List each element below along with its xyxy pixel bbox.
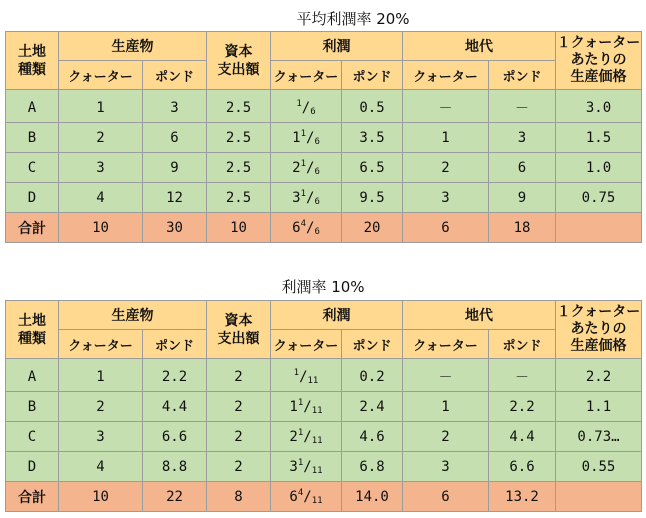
rent-table-20 bbox=[5, 31, 642, 243]
fraction-numerator: 1 bbox=[297, 397, 304, 408]
header-rent: 地代 bbox=[403, 32, 556, 61]
cell-rent-pound: － bbox=[489, 90, 556, 123]
total-row bbox=[6, 213, 642, 243]
header-price-per-quarter: １クォーター あたりの 生産価格 bbox=[556, 301, 642, 359]
table-body bbox=[6, 32, 642, 243]
table-row bbox=[6, 153, 642, 183]
cell-total-label: 合計 bbox=[6, 213, 59, 243]
cell-total-capital: 10 bbox=[207, 213, 271, 243]
cell-profit-quarter bbox=[271, 183, 342, 213]
fraction-denominator: 11 bbox=[311, 435, 323, 446]
cell-price: 0.55 bbox=[556, 452, 642, 482]
cell-land-type: A bbox=[6, 90, 59, 123]
fraction: $^1/_{11}$ bbox=[293, 367, 319, 386]
cell-product-quarter: 4 bbox=[59, 452, 143, 482]
header-row bbox=[6, 301, 642, 330]
subheader-profit-pound: ポンド bbox=[342, 61, 403, 90]
cell-land-type: C bbox=[6, 422, 59, 452]
subheader-row bbox=[6, 330, 642, 359]
table-row bbox=[6, 183, 642, 213]
subheader-rent-pound: ポンド bbox=[489, 330, 556, 359]
fraction-denominator: 6 bbox=[314, 196, 320, 207]
subheader-product-quarter: クォーター bbox=[59, 330, 143, 359]
cell-profit-pound: 0.2 bbox=[342, 359, 403, 392]
fraction-numerator: 1 bbox=[300, 158, 306, 169]
subheader-profit-quarter: クォーター bbox=[271, 330, 342, 359]
cell-profit-quarter bbox=[271, 422, 342, 452]
cell-total-rent-quarter: 6 bbox=[403, 213, 489, 243]
cell-product-pound: 6 bbox=[143, 123, 207, 153]
cell-price: 1.5 bbox=[556, 123, 642, 153]
fraction: $1^1/_{11}$ bbox=[289, 397, 323, 416]
cell-rent-quarter: － bbox=[403, 90, 489, 123]
cell-rent-quarter: 3 bbox=[403, 452, 489, 482]
cell-capital: 2 bbox=[207, 422, 271, 452]
fraction-whole: 6 bbox=[289, 488, 298, 505]
fraction-whole: 1 bbox=[292, 129, 301, 146]
cell-rent-quarter: 1 bbox=[403, 123, 489, 153]
fraction: $6^4/_{11}$ bbox=[289, 487, 323, 506]
cell-total-product-quarter: 10 bbox=[59, 482, 143, 512]
fraction-whole: 3 bbox=[292, 189, 301, 206]
cell-rent-pound: 6.6 bbox=[489, 452, 556, 482]
fraction-numerator: 4 bbox=[297, 487, 304, 498]
fraction: $3^1/_6$ bbox=[292, 188, 320, 207]
cell-product-pound: 3 bbox=[143, 90, 207, 123]
fraction-numerator: 4 bbox=[300, 218, 306, 229]
cell-total-label: 合計 bbox=[6, 482, 59, 512]
subheader-product-quarter: クォーター bbox=[59, 61, 143, 90]
cell-total-profit-pound: 14.0 bbox=[342, 482, 403, 512]
table-row bbox=[6, 123, 642, 153]
cell-product-pound: 9 bbox=[143, 153, 207, 183]
cell-capital: 2 bbox=[207, 392, 271, 422]
cell-rent-pound: 6 bbox=[489, 153, 556, 183]
cell-profit-pound: 6.8 bbox=[342, 452, 403, 482]
fraction: $1^1/_6$ bbox=[292, 128, 320, 147]
cell-profit-quarter bbox=[271, 359, 342, 392]
cell-product-quarter: 3 bbox=[59, 422, 143, 452]
header-product: 生産物 bbox=[59, 301, 207, 330]
table-caption-1: 平均利潤率 20% bbox=[296, 10, 410, 28]
cell-total-rent-pound: 18 bbox=[489, 213, 556, 243]
cell-land-type: A bbox=[6, 359, 59, 392]
cell-capital: 2.5 bbox=[207, 183, 271, 213]
cell-land-type: B bbox=[6, 123, 59, 153]
cell-rent-pound: 3 bbox=[489, 123, 556, 153]
fraction: $6^4/_6$ bbox=[292, 218, 320, 237]
cell-rent-quarter: 2 bbox=[403, 422, 489, 452]
subheader-rent-quarter: クォーター bbox=[403, 330, 489, 359]
subheader-rent-quarter: クォーター bbox=[403, 61, 489, 90]
header-price-per-quarter: １クォーター あたりの 生産価格 bbox=[556, 32, 642, 90]
fraction: $2^1/_6$ bbox=[292, 158, 320, 177]
header-capital: 資本 支出額 bbox=[207, 32, 271, 90]
table-row bbox=[6, 359, 642, 392]
cell-product-quarter: 4 bbox=[59, 183, 143, 213]
header-row bbox=[6, 32, 642, 61]
cell-price: 1.0 bbox=[556, 153, 642, 183]
cell-rent-quarter: － bbox=[403, 359, 489, 392]
cell-total-profit-quarter bbox=[271, 213, 342, 243]
subheader-product-pound: ポンド bbox=[143, 61, 207, 90]
fraction-whole: 1 bbox=[289, 398, 298, 415]
table-body bbox=[6, 301, 642, 512]
cell-land-type: D bbox=[6, 183, 59, 213]
cell-capital: 2.5 bbox=[207, 153, 271, 183]
cell-profit-pound: 3.5 bbox=[342, 123, 403, 153]
cell-rent-quarter: 3 bbox=[403, 183, 489, 213]
fraction-whole: 3 bbox=[289, 458, 298, 475]
cell-capital: 2.5 bbox=[207, 123, 271, 153]
cell-product-pound: 8.8 bbox=[143, 452, 207, 482]
fraction: $^1/_6$ bbox=[296, 98, 316, 117]
cell-profit-pound: 0.5 bbox=[342, 90, 403, 123]
rent-table-10 bbox=[5, 300, 642, 512]
cell-rent-pound: 9 bbox=[489, 183, 556, 213]
cell-total-price bbox=[556, 213, 642, 243]
cell-product-quarter: 2 bbox=[59, 123, 143, 153]
subheader-row bbox=[6, 61, 642, 90]
fraction-denominator: 6 bbox=[310, 106, 316, 117]
cell-land-type: B bbox=[6, 392, 59, 422]
fraction-denominator: 11 bbox=[311, 465, 323, 476]
table-row bbox=[6, 392, 642, 422]
cell-rent-pound: 4.4 bbox=[489, 422, 556, 452]
cell-capital: 2 bbox=[207, 452, 271, 482]
cell-profit-quarter bbox=[271, 392, 342, 422]
cell-price: 2.2 bbox=[556, 359, 642, 392]
cell-product-pound: 4.4 bbox=[143, 392, 207, 422]
fraction-numerator: 1 bbox=[297, 457, 304, 468]
cell-capital: 2.5 bbox=[207, 90, 271, 123]
cell-profit-pound: 4.6 bbox=[342, 422, 403, 452]
cell-profit-quarter bbox=[271, 452, 342, 482]
header-profit: 利潤 bbox=[271, 301, 403, 330]
cell-rent-quarter: 2 bbox=[403, 153, 489, 183]
cell-profit-quarter bbox=[271, 123, 342, 153]
cell-price: 3.0 bbox=[556, 90, 642, 123]
cell-total-rent-quarter: 6 bbox=[403, 482, 489, 512]
cell-total-profit-quarter bbox=[271, 482, 342, 512]
cell-profit-quarter bbox=[271, 90, 342, 123]
table-row bbox=[6, 90, 642, 123]
fraction-denominator: 11 bbox=[311, 405, 323, 416]
cell-land-type: C bbox=[6, 153, 59, 183]
cell-profit-pound: 6.5 bbox=[342, 153, 403, 183]
fraction-whole: 6 bbox=[292, 219, 301, 236]
cell-product-pound: 12 bbox=[143, 183, 207, 213]
cell-total-product-pound: 30 bbox=[143, 213, 207, 243]
header-product: 生産物 bbox=[59, 32, 207, 61]
cell-price: 0.73… bbox=[556, 422, 642, 452]
fraction-denominator: 6 bbox=[314, 166, 320, 177]
table-row bbox=[6, 452, 642, 482]
cell-total-product-pound: 22 bbox=[143, 482, 207, 512]
subheader-profit-quarter: クォーター bbox=[271, 61, 342, 90]
fraction-whole: 2 bbox=[292, 159, 301, 176]
cell-price: 0.75 bbox=[556, 183, 642, 213]
cell-product-quarter: 3 bbox=[59, 153, 143, 183]
cell-total-capital: 8 bbox=[207, 482, 271, 512]
subheader-profit-pound: ポンド bbox=[342, 330, 403, 359]
header-capital: 資本 支出額 bbox=[207, 301, 271, 359]
fraction-numerator: 1 bbox=[296, 98, 302, 109]
cell-price: 1.1 bbox=[556, 392, 642, 422]
header-land-type: 土地 種類 bbox=[6, 32, 59, 90]
header-land-type: 土地 種類 bbox=[6, 301, 59, 359]
cell-product-quarter: 1 bbox=[59, 90, 143, 123]
fraction-denominator: 6 bbox=[314, 136, 320, 147]
cell-product-pound: 2.2 bbox=[143, 359, 207, 392]
cell-product-quarter: 2 bbox=[59, 392, 143, 422]
subheader-product-pound: ポンド bbox=[143, 330, 207, 359]
cell-capital: 2 bbox=[207, 359, 271, 392]
fraction-numerator: 1 bbox=[293, 367, 300, 378]
fraction-whole: 2 bbox=[289, 428, 298, 445]
cell-total-product-quarter: 10 bbox=[59, 213, 143, 243]
table-row bbox=[6, 422, 642, 452]
cell-profit-quarter bbox=[271, 153, 342, 183]
table-caption-2: 利潤率 10% bbox=[281, 278, 365, 296]
cell-product-quarter: 1 bbox=[59, 359, 143, 392]
subheader-rent-pound: ポンド bbox=[489, 61, 556, 90]
fraction-denominator: 11 bbox=[311, 495, 323, 506]
fraction-denominator: 6 bbox=[314, 226, 320, 237]
cell-rent-pound: － bbox=[489, 359, 556, 392]
fraction: $3^1/_{11}$ bbox=[289, 457, 323, 476]
fraction-numerator: 1 bbox=[300, 128, 306, 139]
fraction-denominator: 11 bbox=[307, 375, 319, 386]
header-profit: 利潤 bbox=[271, 32, 403, 61]
total-row bbox=[6, 482, 642, 512]
cell-total-profit-pound: 20 bbox=[342, 213, 403, 243]
cell-product-pound: 6.6 bbox=[143, 422, 207, 452]
cell-land-type: D bbox=[6, 452, 59, 482]
fraction: $2^1/_{11}$ bbox=[289, 427, 323, 446]
cell-total-price bbox=[556, 482, 642, 512]
fraction-numerator: 1 bbox=[297, 427, 304, 438]
header-rent: 地代 bbox=[403, 301, 556, 330]
cell-rent-pound: 2.2 bbox=[489, 392, 556, 422]
cell-profit-pound: 2.4 bbox=[342, 392, 403, 422]
fraction-numerator: 1 bbox=[300, 188, 306, 199]
cell-rent-quarter: 1 bbox=[403, 392, 489, 422]
cell-total-rent-pound: 13.2 bbox=[489, 482, 556, 512]
cell-profit-pound: 9.5 bbox=[342, 183, 403, 213]
